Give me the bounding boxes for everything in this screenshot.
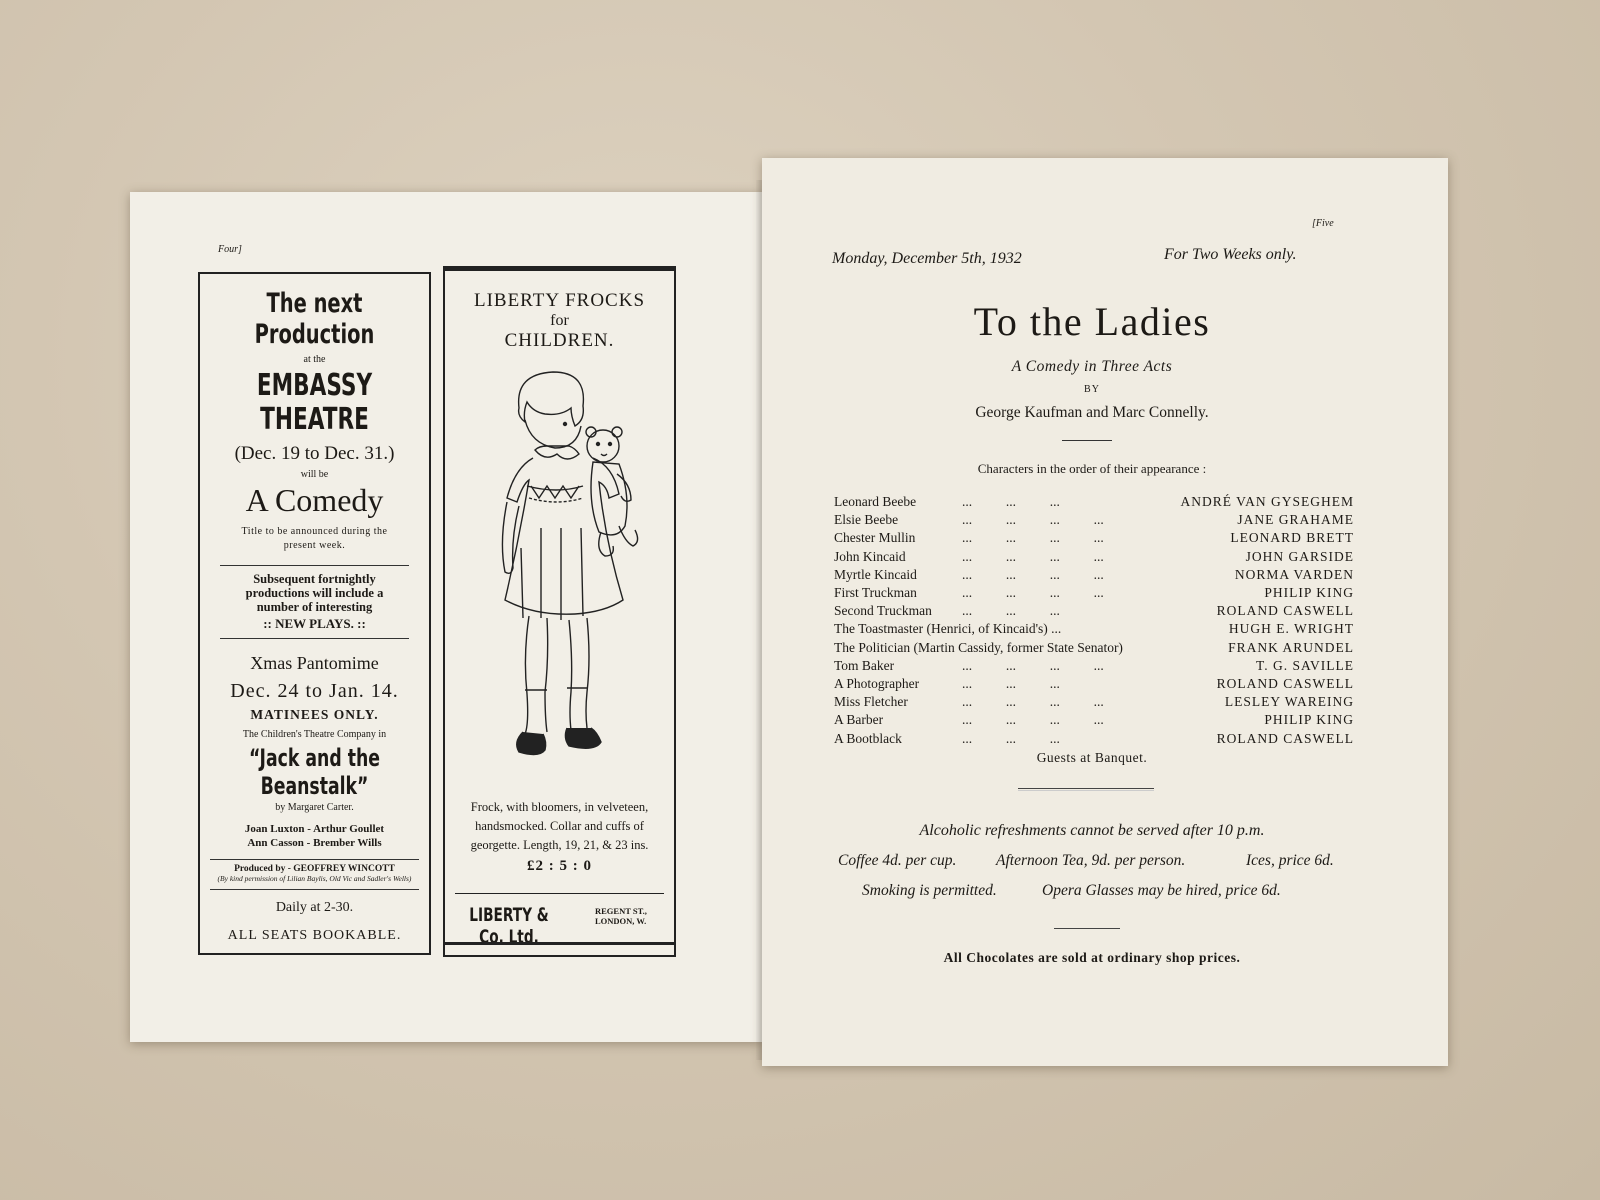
seats-bookable: ALL SEATS BOOKABLE.: [227, 928, 402, 943]
character-name: The Toastmaster (Henrici, of Kincaid's) ...: [834, 621, 1062, 637]
cast-row: [834, 731, 1354, 749]
character-name: Tom Baker: [834, 657, 895, 673]
ices-price: Ices, price 6d.: [1246, 852, 1334, 869]
alcohol-notice: Alcoholic refreshments cannot be served after 10 p.m.: [919, 822, 1265, 839]
leader-dots: ... ... ...: [962, 730, 1060, 746]
author-credit: by Margaret Carter.: [275, 802, 354, 813]
cast-row: [834, 712, 1354, 730]
actor-name: ROLAND CASWELL: [1216, 730, 1354, 746]
divider: [210, 889, 419, 890]
liberty-address-line2: LONDON, W.: [595, 916, 647, 926]
play-authors: George Kaufman and Marc Connelly.: [975, 404, 1209, 421]
pantomime-dates: Dec. 24 to Jan. 14.: [230, 680, 399, 702]
permission-note: (By kind permission of Lilian Baylis, Old Vic and Sadler's Wells): [217, 874, 412, 883]
folio-right: [Five: [1312, 218, 1334, 229]
coffee-price: Coffee 4d. per cup.: [838, 852, 957, 869]
title-note: Title to be announced during the present week.: [241, 526, 388, 551]
character-name: First Truckman: [834, 585, 917, 600]
performance-date: Monday, December 5th, 1932: [832, 250, 1022, 267]
cast-row: [834, 621, 1354, 639]
liberty-heading-line3: CHILDREN.: [504, 330, 615, 351]
production-dates: (Dec. 19 to Dec. 31.): [234, 443, 395, 464]
cast-row: [834, 658, 1354, 676]
character-name: Second Truckman: [834, 603, 932, 619]
leader-dots: ... ... ...: [962, 494, 1060, 509]
liberty-heading-line1: LIBERTY FROCKS: [473, 290, 646, 311]
character-name: John Kincaid: [834, 548, 906, 564]
produced-by: Produced by - GEOFFREY WINCOTT: [234, 864, 395, 874]
pantomime-heading: Xmas Pantomime: [250, 653, 379, 673]
divider: [220, 565, 409, 566]
leader-dots: ... ... ... ...: [962, 657, 1104, 673]
divider: [1054, 928, 1120, 929]
actor-name: PHILIP KING: [1264, 585, 1354, 600]
venue-line1: EMBASSY: [256, 368, 373, 403]
liberty-address-line1: REGENT ST.,: [595, 906, 647, 916]
leader-dots: ... ... ... ...: [962, 512, 1104, 528]
actor-name: ROLAND CASWELL: [1216, 676, 1354, 691]
leader-dots: ... ... ...: [962, 603, 1060, 619]
leader-dots: ... ... ...: [962, 676, 1060, 691]
character-name: A Barber: [834, 712, 884, 728]
cast-row: [834, 567, 1354, 585]
cast-row: [834, 494, 1354, 512]
play-subtitle: A Comedy in Three Acts: [1011, 358, 1173, 375]
matinees-text: MATINEES ONLY.: [250, 707, 379, 722]
character-name: Chester Mullin: [834, 530, 916, 546]
leader-dots: ... ... ... ...: [962, 694, 1104, 710]
character-name: Leonard Beebe: [834, 494, 917, 509]
will-be-text: will be: [300, 469, 329, 480]
actor-name: PHILIP KING: [1264, 712, 1354, 728]
character-name: A Bootblack: [834, 730, 902, 746]
cast-row: [834, 640, 1354, 658]
leader-dots: ... ... ... ...: [962, 530, 1104, 546]
leader-dots: ... ... ... ...: [962, 712, 1104, 728]
character-name: Miss Fletcher: [834, 694, 908, 710]
cast-row: [834, 530, 1354, 548]
actor-name: ROLAND CASWELL: [1216, 603, 1354, 619]
left-page: [130, 192, 762, 1042]
production-title: A Comedy: [245, 482, 384, 518]
right-page: [762, 158, 1448, 1066]
leader-dots: ... ... ... ...: [962, 566, 1104, 582]
divider: [1062, 440, 1112, 441]
actor-name: LEONARD BRETT: [1230, 530, 1354, 546]
run-length: For Two Weeks only.: [1164, 246, 1297, 263]
actor-name: NORMA VARDEN: [1234, 566, 1354, 582]
actor-name: JOHN GARSIDE: [1245, 548, 1354, 564]
next-production-ad: [198, 272, 431, 955]
company-text: The Children's Theatre Company in: [242, 729, 387, 740]
panto-cast-line2: Ann Casson - Brember Wills: [247, 837, 382, 849]
daily-times: Daily at 2-30.: [275, 900, 354, 915]
actor-name: ANDRÉ VAN GYSEGHEM: [1180, 494, 1354, 509]
actor-name: JANE GRAHAME: [1237, 512, 1354, 528]
venue-line2: THEATRE: [260, 402, 369, 437]
panto-cast-line1: Joan Luxton - Arthur Goullet: [244, 823, 385, 835]
character-name: The Politician (Martin Cassidy, former State Senator): [834, 639, 1123, 655]
girl-with-teddy-illustration: [461, 368, 661, 788]
play-title: To the Ladies: [973, 299, 1211, 344]
leader-dots: ... ... ... ...: [962, 585, 1104, 600]
liberty-heading-line2: for: [550, 312, 569, 329]
actor-name: HUGH E. WRIGHT: [1228, 621, 1354, 637]
characters-heading: Characters in the order of their appearance :: [977, 461, 1207, 476]
cast-row: [834, 603, 1354, 621]
character-name: Myrtle Kincaid: [834, 566, 917, 582]
tea-price: Afternoon Tea, 9d. per person.: [996, 852, 1186, 869]
cast-row: [834, 549, 1354, 567]
actor-name: LESLEY WAREING: [1224, 694, 1354, 710]
subsequent-text: Subsequent fortnightly productions will include a number of interesting: [245, 572, 384, 614]
new-plays-text: :: NEW PLAYS. ::: [263, 616, 366, 631]
guests-text: Guests at Banquet.: [1036, 750, 1148, 765]
divider: [220, 638, 409, 639]
by-text: BY: [1084, 384, 1100, 395]
liberty-company: LIBERTY & Co. Ltd.: [469, 904, 549, 948]
actor-name: FRANK ARUNDEL: [1228, 639, 1354, 655]
cast-row: [834, 676, 1354, 694]
divider: [210, 859, 419, 860]
opera-glasses-notice: Opera Glasses may be hired, price 6d.: [1042, 882, 1281, 899]
folio-left: Four]: [218, 244, 242, 255]
cast-row: [834, 512, 1354, 530]
frock-description: Frock, with bloomers, in velveteen, handsmocked. Collar and cuffs of georgette. Length, 19, 21, & 23 ins.: [470, 800, 649, 852]
frock-price: £2 : 5 : 0: [527, 858, 592, 874]
actor-name: T. G. SAVILLE: [1256, 657, 1354, 673]
at-the-text: at the: [303, 354, 326, 365]
smoking-notice: Smoking is permitted.: [862, 882, 997, 899]
divider: [1018, 788, 1154, 789]
chocolates-notice: All Chocolates are sold at ordinary shop prices.: [943, 950, 1241, 965]
character-name: A Photographer: [834, 676, 920, 691]
next-production-heading: The next Production: [254, 288, 375, 350]
character-name: Elsie Beebe: [834, 512, 899, 528]
leader-dots: ... ... ... ...: [962, 548, 1104, 564]
panto-title: “Jack and the Beanstalk”: [248, 744, 381, 800]
liberty-frocks-ad: [443, 266, 676, 957]
cast-row: [834, 694, 1354, 712]
cast-row: [834, 585, 1354, 603]
